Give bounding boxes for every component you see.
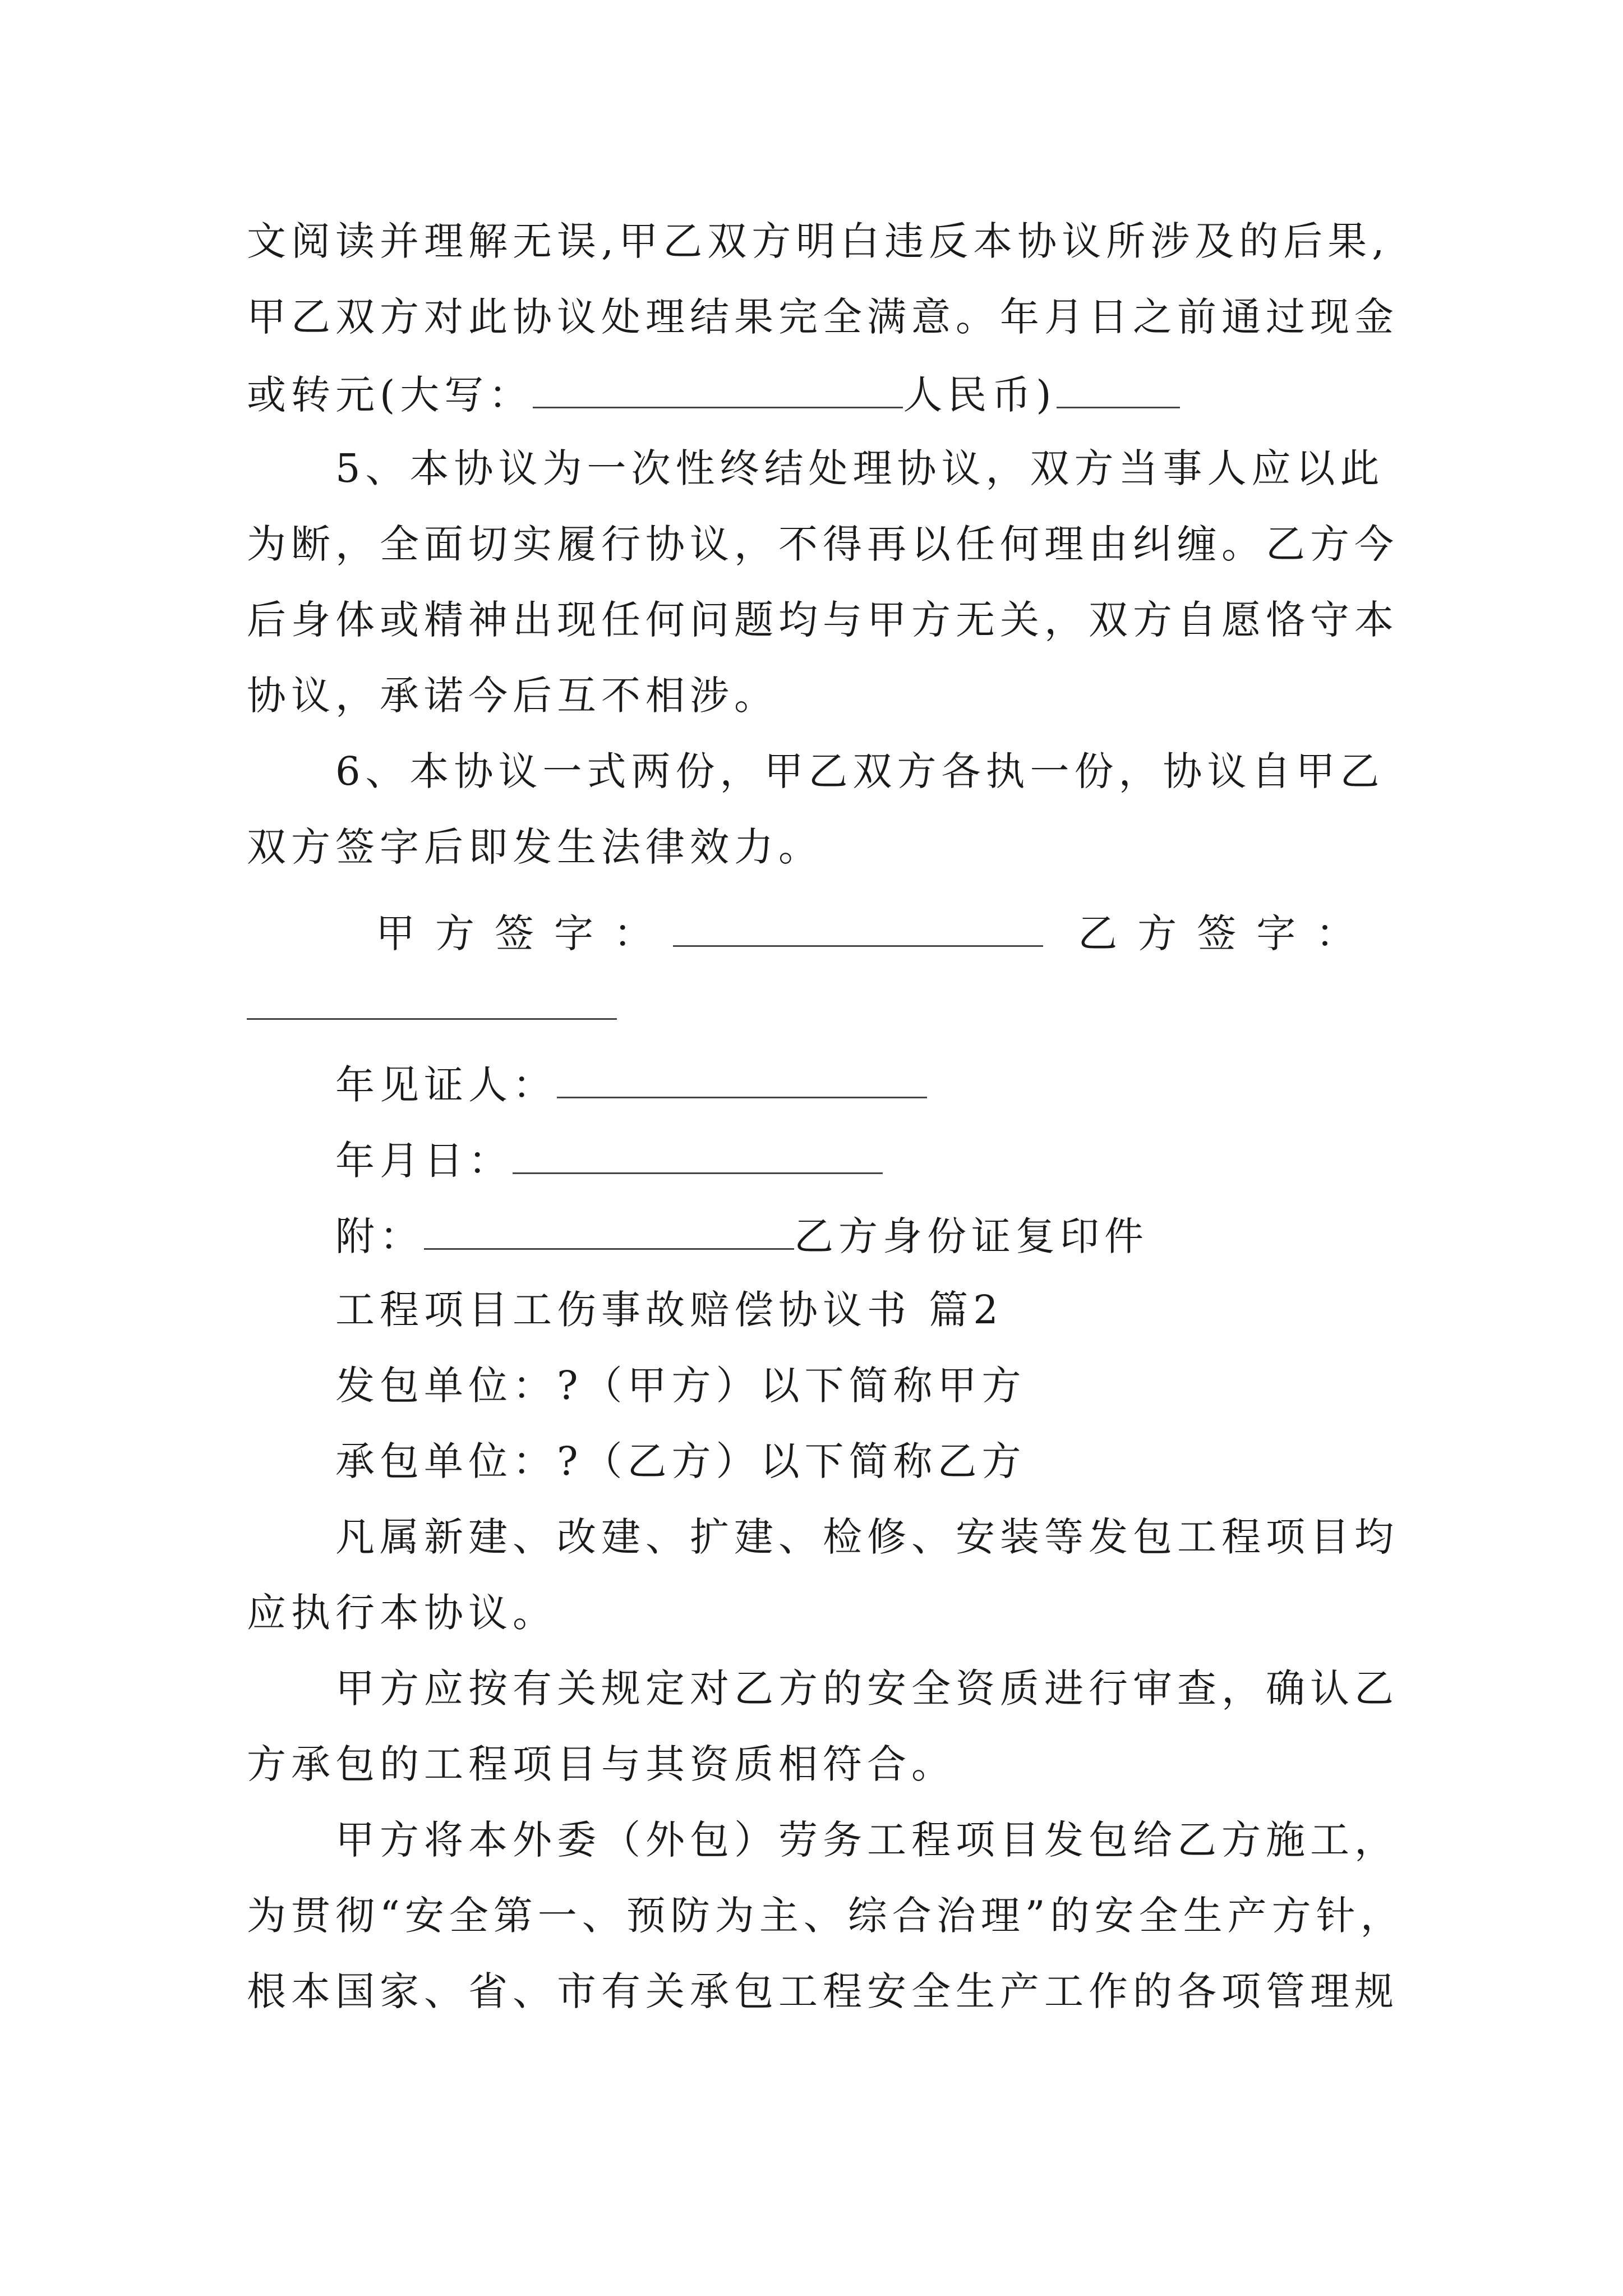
currency-label: 人民币) — [903, 372, 1057, 418]
paragraph-line: 甲方将本外委（外包）劳务工程项目发包给乙方施工， — [335, 1817, 1399, 1863]
employer-line: 发包单位：?（甲方）以下简称甲方 — [335, 1363, 1026, 1409]
date-label: 年月日： — [335, 1138, 513, 1184]
paragraph-line: 甲方应按有关规定对乙方的安全资质进行审查，确认乙 — [335, 1665, 1399, 1711]
paragraph-line: 应执行本协议。 — [247, 1590, 557, 1636]
paragraph-line: 凡属新建、改建、扩建、检修、安装等发包工程项目均 — [335, 1514, 1399, 1560]
clause-5-line: 5、本协议为一次性终结处理协议，双方当事人应以此 — [335, 445, 1385, 491]
party-a-signature-blank — [673, 906, 1043, 947]
attachment-text: 乙方身份证复印件 — [794, 1213, 1149, 1259]
date-blank — [513, 1133, 883, 1174]
witness-line — [335, 1057, 927, 1110]
contractor-line: 承包单位：?（乙方）以下简称乙方 — [335, 1438, 1026, 1484]
section-title: 工程项目工伤事故赔偿协议书 篇2 — [335, 1287, 1003, 1333]
signature-row — [376, 906, 1385, 959]
attachment-line — [335, 1209, 1149, 1262]
paragraph-line — [247, 367, 1180, 420]
clause-5-line: 为断，全面切实履行协议，不得再以任何理由纠缠。乙方今 — [247, 521, 1399, 567]
clause-6-line: 双方签字后即发生法律效力。 — [247, 824, 823, 870]
paragraph-line: 方承包的工程项目与其资质相符合。 — [247, 1741, 956, 1787]
paragraph-line: 为贯彻“安全第一、预防为主、综合治理”的安全生产方针， — [247, 1893, 1405, 1939]
amount-blank — [533, 367, 903, 408]
clause-6-line: 6、本协议一式两份，甲乙双方各执一份，协议自甲乙 — [335, 748, 1385, 794]
party-b-signature-label: 乙方签字： — [1078, 910, 1376, 956]
witness-label: 年见证人： — [335, 1062, 557, 1108]
clause-5-line: 协议，承诺今后互不相涉。 — [247, 673, 778, 719]
amount-trailing-blank — [1057, 367, 1180, 408]
witness-blank — [557, 1057, 927, 1098]
attachment-label: 附： — [335, 1213, 424, 1259]
party-a-signature-label: 甲方签字： — [376, 910, 673, 956]
party-b-signature-blank — [247, 1018, 617, 1020]
paragraph-line: 文阅读并理解无误,甲乙双方明白违反本协议所涉及的后果, — [247, 218, 1390, 264]
amount-label: 或转元(大写： — [247, 372, 533, 418]
date-line — [335, 1133, 883, 1186]
clause-5-line: 后身体或精神出现任何问题均与甲方无关，双方自愿恪守本 — [247, 597, 1399, 643]
attachment-blank — [424, 1209, 794, 1250]
paragraph-line: 根本国家、省、市有关承包工程安全生产工作的各项管理规 — [247, 1968, 1399, 2014]
paragraph-line: 甲乙双方对此协议处理结果完全满意。年月日之前通过现金 — [247, 294, 1399, 340]
